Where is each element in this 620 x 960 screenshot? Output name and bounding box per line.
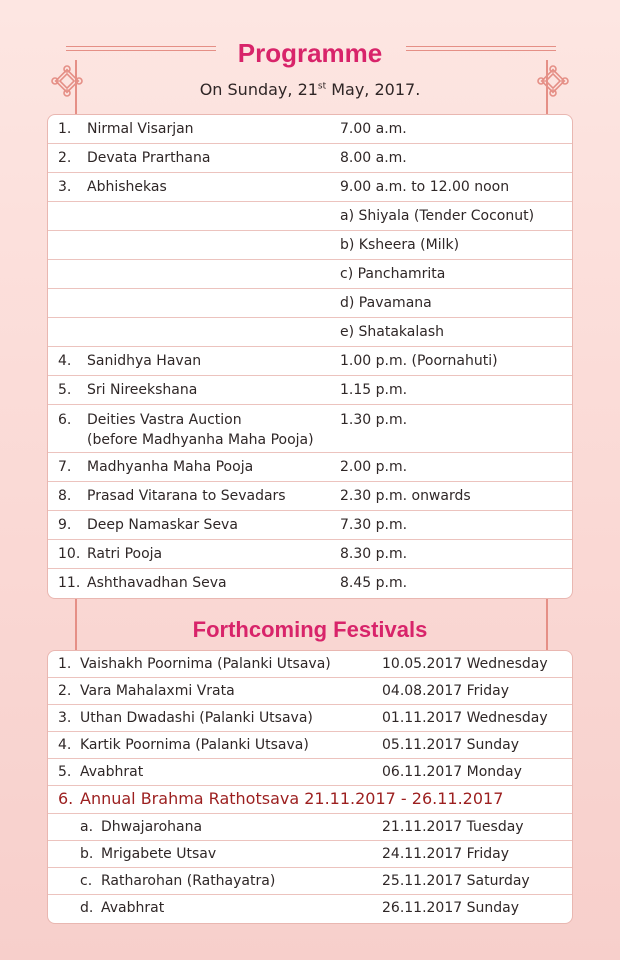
festival-name: Kartik Poornima (Palanki Utsava) [80, 737, 309, 753]
programme-row [48, 173, 572, 202]
event-name: Abhishekas [87, 179, 167, 195]
programme-row [48, 231, 572, 260]
row-number: 11. [58, 575, 81, 591]
festivals-title: Forthcoming Festivals [192, 617, 428, 642]
festival-row [48, 678, 572, 705]
row-number: 3. [58, 710, 72, 726]
event-time: 8.45 p.m. [340, 575, 408, 591]
row-number: 2. [58, 150, 72, 166]
programme-row [48, 289, 572, 318]
date-suffix: May, 2017. [326, 80, 421, 99]
event-time: a) Shiyala (Tender Coconut) [340, 208, 535, 224]
row-number: 2. [58, 683, 72, 699]
rathotsava-heading: Annual Brahma Rathotsava 21.11.2017 - 26.11.2017 [80, 789, 504, 808]
row-number: 4. [58, 737, 72, 753]
festival-name: Avabhrat [80, 764, 144, 780]
row-number: 1. [58, 121, 72, 137]
event-name: Madhyanha Maha Pooja [87, 459, 254, 475]
programme-row [48, 115, 572, 144]
event-time: b) Ksheera (Milk) [340, 237, 460, 253]
sub-letter: a. [80, 819, 94, 835]
programme-row [48, 318, 572, 347]
festival-date: 26.11.2017 Sunday [382, 900, 519, 916]
programme-row [48, 569, 572, 598]
festival-row [48, 732, 572, 759]
event-time: c) Panchamrita [340, 266, 446, 282]
festival-name: Mrigabete Utsav [101, 846, 217, 862]
sub-letter: d. [80, 900, 94, 916]
row-number: 6. [58, 789, 74, 808]
festival-subrow [48, 814, 572, 841]
event-time: d) Pavamana [340, 295, 432, 311]
festival-subrow [48, 895, 572, 922]
event-time: 9.00 a.m. to 12.00 noon [340, 179, 510, 195]
rathotsava-heading-row [48, 786, 572, 814]
festival-name: Vaishakh Poornima (Palanki Utsava) [80, 656, 331, 672]
event-time: 8.30 p.m. [340, 546, 408, 562]
programme-row [48, 202, 572, 231]
festival-row [48, 705, 572, 732]
row-number: 7. [58, 459, 72, 475]
event-time: 1.15 p.m. [340, 382, 408, 398]
event-name: Ashthavadhan Seva [87, 575, 227, 591]
programme-row [48, 376, 572, 405]
row-number: 8. [58, 488, 72, 504]
event-time: 1.30 p.m. [340, 412, 408, 428]
event-name: Nirmal Visarjan [87, 121, 194, 137]
row-number: 4. [58, 353, 72, 369]
festival-date: 01.11.2017 Wednesday [382, 710, 548, 726]
date-ordinal: st [317, 81, 327, 92]
programme-row [48, 540, 572, 569]
festival-row [48, 651, 572, 678]
row-number: 5. [58, 382, 72, 398]
row-number: 9. [58, 517, 72, 533]
festival-name: Ratharohan (Rathayatra) [101, 873, 276, 889]
programme-row [48, 482, 572, 511]
festivals-table [47, 650, 573, 924]
row-number: 10. [58, 546, 81, 562]
event-time: e) Shatakalash [340, 324, 445, 340]
row-number: 5. [58, 764, 72, 780]
event-time: 2.30 p.m. onwards [340, 488, 471, 504]
date-prefix: On Sunday, 21 [199, 80, 318, 99]
event-name: Ratri Pooja [87, 546, 163, 562]
festival-date: 24.11.2017 Friday [382, 846, 510, 862]
festival-date: 06.11.2017 Monday [382, 764, 522, 780]
event-time: 2.00 p.m. [340, 459, 408, 475]
programme-date [0, 80, 620, 99]
event-name: Sanidhya Havan [87, 353, 202, 369]
festival-date: 10.05.2017 Wednesday [382, 656, 548, 672]
festival-subrow [48, 868, 572, 895]
programme-row [48, 405, 572, 453]
festival-date: 05.11.2017 Sunday [382, 737, 519, 753]
festival-subrow [48, 841, 572, 868]
programme-row [48, 347, 572, 376]
event-name: Devata Prarthana [87, 150, 211, 166]
event-time: 1.00 p.m. (Poornahuti) [340, 353, 498, 369]
festival-row [48, 759, 572, 786]
event-name: Sri Nireekshana [87, 382, 198, 398]
event-name: Deep Namaskar Seva [87, 517, 238, 533]
row-number: 3. [58, 179, 72, 195]
event-time: 7.30 p.m. [340, 517, 408, 533]
event-name: Deities Vastra Auction [87, 412, 242, 428]
event-name: Prasad Vitarana to Sevadars [87, 488, 286, 504]
row-number: 6. [58, 412, 72, 428]
festival-date: 25.11.2017 Saturday [382, 873, 530, 889]
programme-table [47, 114, 573, 599]
sub-letter: c. [80, 873, 93, 889]
festival-name: Uthan Dwadashi (Palanki Utsava) [80, 710, 313, 726]
event-time: 8.00 a.m. [340, 150, 407, 166]
festival-name: Dhwajarohana [101, 819, 203, 835]
event-name-note: (before Madhyanha Maha Pooja) [87, 432, 314, 448]
sub-letter: b. [80, 846, 94, 862]
programme-row [48, 144, 572, 173]
programme-title: Programme [237, 38, 383, 68]
festival-date: 04.08.2017 Friday [382, 683, 510, 699]
festival-name: Avabhrat [101, 900, 165, 916]
festival-name: Vara Mahalaxmi Vrata [80, 683, 235, 699]
programme-row [48, 260, 572, 289]
programme-row [48, 511, 572, 540]
programme-row [48, 453, 572, 482]
festival-date: 21.11.2017 Tuesday [382, 819, 524, 835]
row-number: 1. [58, 656, 72, 672]
event-time: 7.00 a.m. [340, 121, 407, 137]
